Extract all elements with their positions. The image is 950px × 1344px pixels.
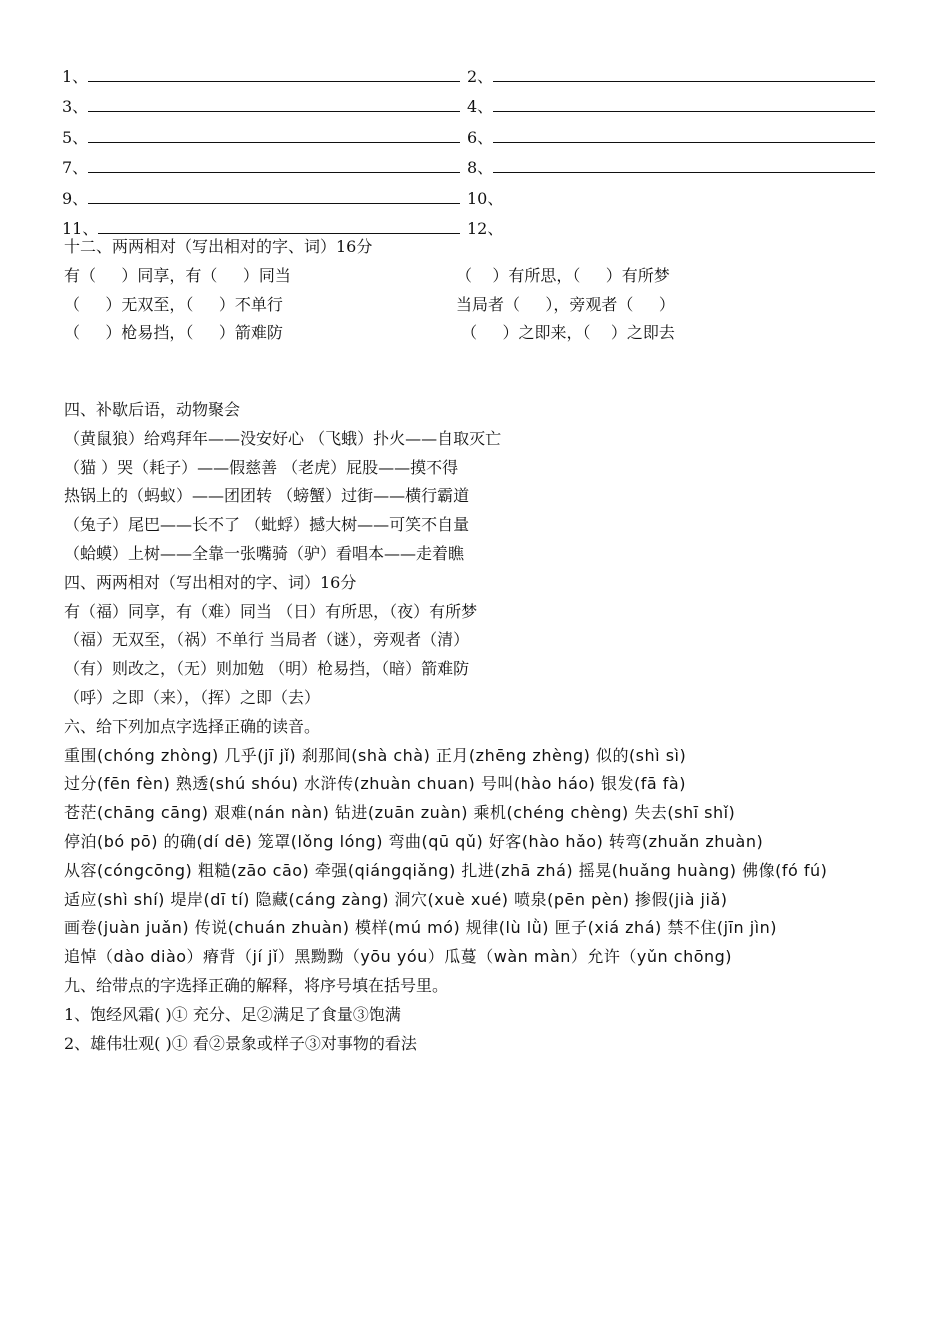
exercise-item: （ ）无双至，（ ）不单行 xyxy=(64,294,283,314)
text-line: （有）则改之，（无）则加勉 （明）枪易挡，（暗）箭难防 xyxy=(64,659,470,679)
blank-number: 12、 xyxy=(467,219,504,238)
answer-line[interactable] xyxy=(88,110,460,112)
text-line: 1、饱经风霜( )① 充分、足②满足了食量③饱满 xyxy=(64,1004,401,1024)
blank-number: 11、 xyxy=(62,219,99,238)
pinyin-paragraph: 从容(cóngcōng) 粗糙(zāo cāo) 牵强(qiángqiǎng) 扎进(zhā zhá) 摇晃(huǎng huàng) 佛像(fó fú) xyxy=(64,860,828,880)
blank-number: 6、 xyxy=(467,127,494,147)
answer-line[interactable] xyxy=(493,171,875,173)
blank-number: 4、 xyxy=(467,97,494,116)
opposites-row xyxy=(64,319,890,348)
text-line: 热锅上的（蚂蚁）——团团转 （螃蟹）过街——横行霸道 xyxy=(64,486,470,506)
opposites-row xyxy=(64,262,890,291)
answer-line[interactable] xyxy=(88,171,460,173)
answer-line[interactable] xyxy=(88,80,460,82)
answer-line[interactable] xyxy=(493,80,875,82)
pinyin-paragraph: 苍茫(chāng cāng) 艰难(nán nàn) 钻进(zuān zuàn) 乘机(chéng chèng) 失去(shī shǐ) xyxy=(64,803,736,823)
section-title: 四、两两相对（写出相对的字、词）16分 xyxy=(64,572,357,592)
answer-line[interactable] xyxy=(493,110,875,112)
section-title: 十二、两两相对（写出相对的字、词）16分 xyxy=(64,237,373,256)
exercise-item: 有（ ）同享，有（ ）同当 xyxy=(64,265,291,285)
answer-line[interactable] xyxy=(88,202,460,204)
text-line: （蛤蟆）上树——全靠一张嘴骑（驴）看唱本——走着瞧 xyxy=(64,543,465,563)
blank-number: 5、 xyxy=(62,127,89,147)
blank-number: 10、 xyxy=(467,188,504,208)
pinyin-paragraph: 追悼（dào diào）瘠背（jí jǐ）黑黝黝（yōu yóu）瓜蔓（wàn màn）允许（yǔn chōng) xyxy=(64,947,733,967)
pinyin-paragraph: 过分(fēn fèn) 熟透(shú shóu) 水浒传(zhuàn chuan) 号叫(hào háo) 银发(fā fà) xyxy=(64,774,686,794)
blank-row xyxy=(62,56,892,87)
text-line: （兔子）尾巴——长不了 （蚍蜉）撼大树——可笑不自量 xyxy=(64,515,470,535)
blank-number: 1、 xyxy=(62,66,89,86)
blank-number: 8、 xyxy=(467,158,494,177)
blank-number: 2、 xyxy=(467,66,494,86)
pinyin-paragraph: 重围(chóng zhòng) 几乎(jī jǐ) 刹那间(shà chà) 正月(zhēng zhèng) 似的(shì sì) xyxy=(64,745,687,765)
exercise-item: （ ）之即来，（ ）之即去 xyxy=(456,323,675,343)
text-line: 有（福）同享，有（难）同当 （日）有所思，（夜）有所梦 xyxy=(64,601,478,621)
blank-number: 7、 xyxy=(62,158,89,177)
answer-blanks xyxy=(62,56,892,239)
section-title: 四、补歇后语，动物聚会 xyxy=(64,400,241,419)
exercise-item: 当局者（ ），旁观者（ ） xyxy=(456,294,675,314)
blank-row xyxy=(62,148,892,179)
text-line: （黄鼠狼）给鸡拜年——没安好心 （飞蛾）扑火——自取灭亡 xyxy=(64,428,502,448)
section-title: 六、给下列加点字选择正确的读音。 xyxy=(64,716,321,736)
text-line: （猫 ）哭（耗子）——假慈善 （老虎）屁股——摸不得 xyxy=(64,457,459,477)
text-line: （呼）之即（来），（挥）之即（去） xyxy=(64,687,321,707)
pinyin-paragraph: 画卷(juàn juǎn) 传说(chuán zhuàn) 模样(mú mó) 规律(lù lǜ) 匣子(xiá zhá) 禁不住(jīn jìn) xyxy=(64,918,777,938)
opposites-row xyxy=(64,291,890,320)
exercise-item: （ ）枪易挡，（ ）箭难防 xyxy=(64,323,283,343)
pinyin-paragraph: 适应(shì shí) 堤岸(dī tí) 隐藏(cáng zàng) 洞穴(xuè xué) 喷泉(pēn pèn) 掺假(jià jiǎ) xyxy=(64,889,728,909)
text-line: 2、雄伟壮观( )① 看②景象或样子③对事物的看法 xyxy=(64,1033,417,1053)
blank-row xyxy=(62,178,892,209)
section-title: 九、给带点的字选择正确的解释，将序号填在括号里。 xyxy=(64,975,449,995)
answer-line[interactable] xyxy=(493,141,875,143)
pinyin-paragraph: 停泊(bó pō) 的确(dí dē) 笼罩(lǒng lóng) 弯曲(qū qǔ) 好客(hào hǎo) 转弯(zhuǎn zhuàn) xyxy=(64,831,764,851)
blank-row xyxy=(62,87,892,118)
blank-number: 3、 xyxy=(62,97,89,116)
blank-row xyxy=(62,117,892,148)
answer-line[interactable] xyxy=(88,141,460,143)
section-four-xiehouyu xyxy=(64,396,890,1058)
blank-number: 9、 xyxy=(62,188,89,208)
section-twelve xyxy=(64,233,890,348)
exercise-item: （ ）有所思，（ ）有所梦 xyxy=(456,265,670,285)
text-line: （福）无双至，（祸）不单行 当局者（谜），旁观者（清） xyxy=(64,630,470,650)
